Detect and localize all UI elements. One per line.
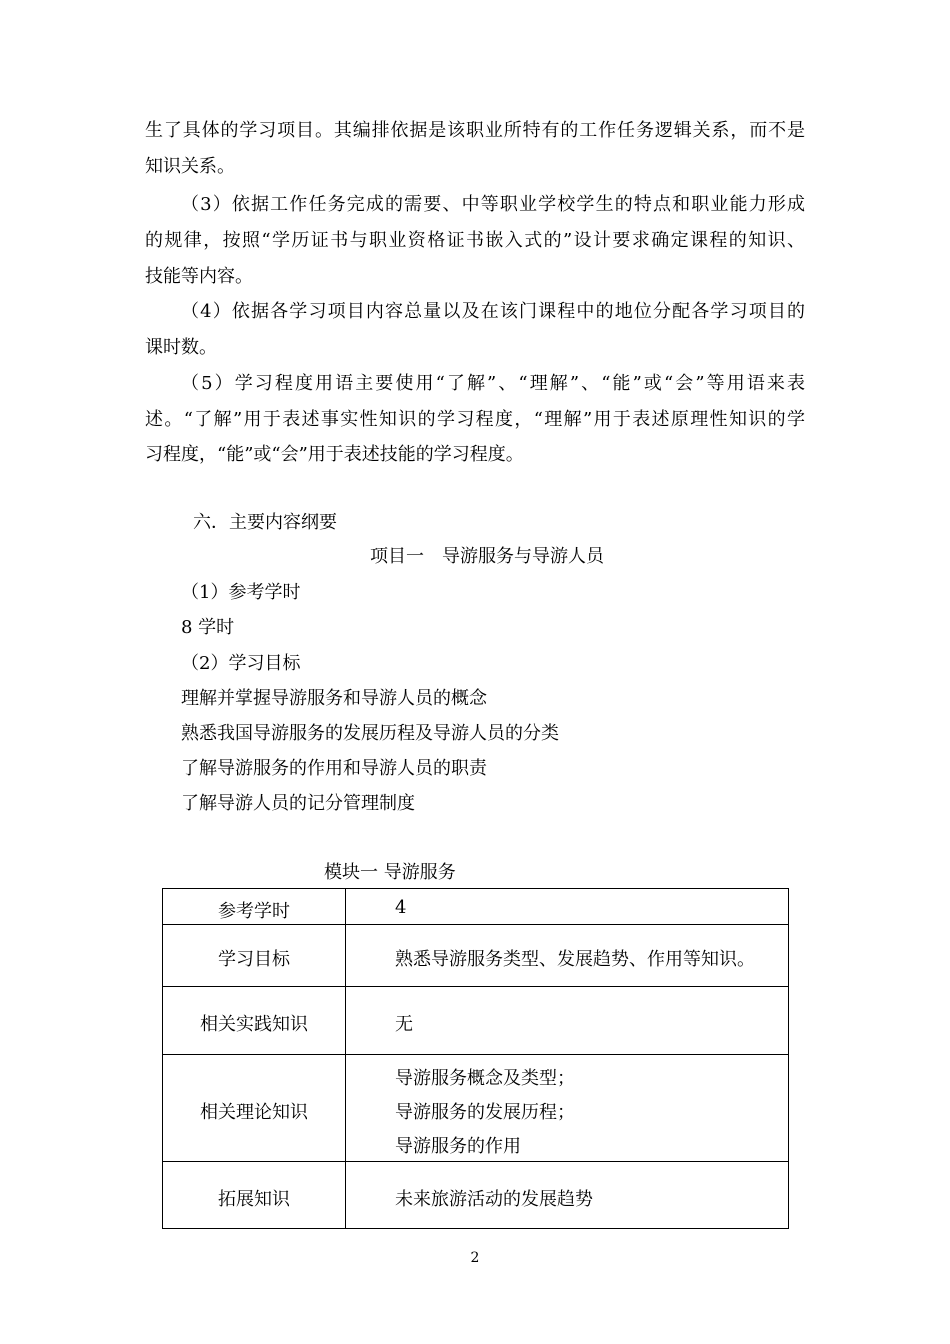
module-title: 模块一 导游服务	[324, 862, 456, 883]
paragraph-line: 技能等内容。	[145, 266, 253, 287]
paragraph-line: （5）学习程度用语主要使用“了解”、“理解”、“能”或“会”等用语来表	[181, 373, 805, 394]
section-heading: 六．主要内容纲要	[193, 512, 337, 533]
hours-value: 8 学时	[181, 617, 235, 638]
table-row	[163, 987, 788, 1055]
table-row	[163, 1055, 788, 1162]
module-table	[162, 888, 789, 1229]
table-row	[163, 925, 788, 987]
paragraph-line: 习程度，“能”或“会”用于表述技能的学习程度。	[145, 444, 524, 465]
row-label: 拓展知识	[218, 1189, 290, 1210]
row-value: 导游服务概念及类型；	[395, 1068, 575, 1089]
row-label: 学习目标	[218, 949, 290, 970]
paragraph-line: 述。“了解”用于表述事实性知识的学习程度，“理解”用于表述原理性知识的学	[145, 409, 805, 430]
row-label: 参考学时	[218, 901, 290, 922]
table-row	[163, 889, 788, 925]
row-label: 相关理论知识	[200, 1102, 308, 1123]
goal-item: 了解导游服务的作用和导游人员的职责	[181, 758, 487, 779]
row-value: 4	[395, 897, 407, 918]
goal-item: 了解导游人员的记分管理制度	[181, 793, 415, 814]
row-value: 无	[395, 1014, 413, 1035]
row-value: 熟悉导游服务类型、发展趋势、作用等知识。	[395, 949, 755, 970]
paragraph-line: 课时数。	[145, 337, 217, 358]
page-number: 2	[470, 1250, 480, 1266]
row-value: 导游服务的发展历程；	[395, 1102, 575, 1123]
paragraph-line: 知识关系。	[145, 156, 235, 177]
row-value: 导游服务的作用	[395, 1136, 521, 1157]
paragraph-line: （4）依据各学习项目内容总量以及在该门课程中的地位分配各学习项目的	[181, 301, 805, 322]
row-label: 相关实践知识	[200, 1014, 308, 1035]
goals-label: （2）学习目标	[181, 653, 301, 674]
row-value: 未来旅游活动的发展趋势	[395, 1189, 593, 1210]
goal-item: 熟悉我国导游服务的发展历程及导游人员的分类	[181, 723, 559, 744]
paragraph-line: （3）依据工作任务完成的需要、中等职业学校学生的特点和职业能力形成	[181, 194, 805, 215]
paragraph-line: 的规律，按照“学历证书与职业资格证书嵌入式的”设计要求确定课程的知识、	[145, 230, 805, 251]
paragraph-line: 生了具体的学习项目。其编排依据是该职业所特有的工作任务逻辑关系，而不是	[145, 120, 805, 141]
table-row	[163, 1162, 788, 1229]
goal-item: 理解并掌握导游服务和导游人员的概念	[181, 688, 487, 709]
project-title: 项目一 导游服务与导游人员	[370, 546, 604, 567]
hours-label: （1）参考学时	[181, 582, 301, 603]
